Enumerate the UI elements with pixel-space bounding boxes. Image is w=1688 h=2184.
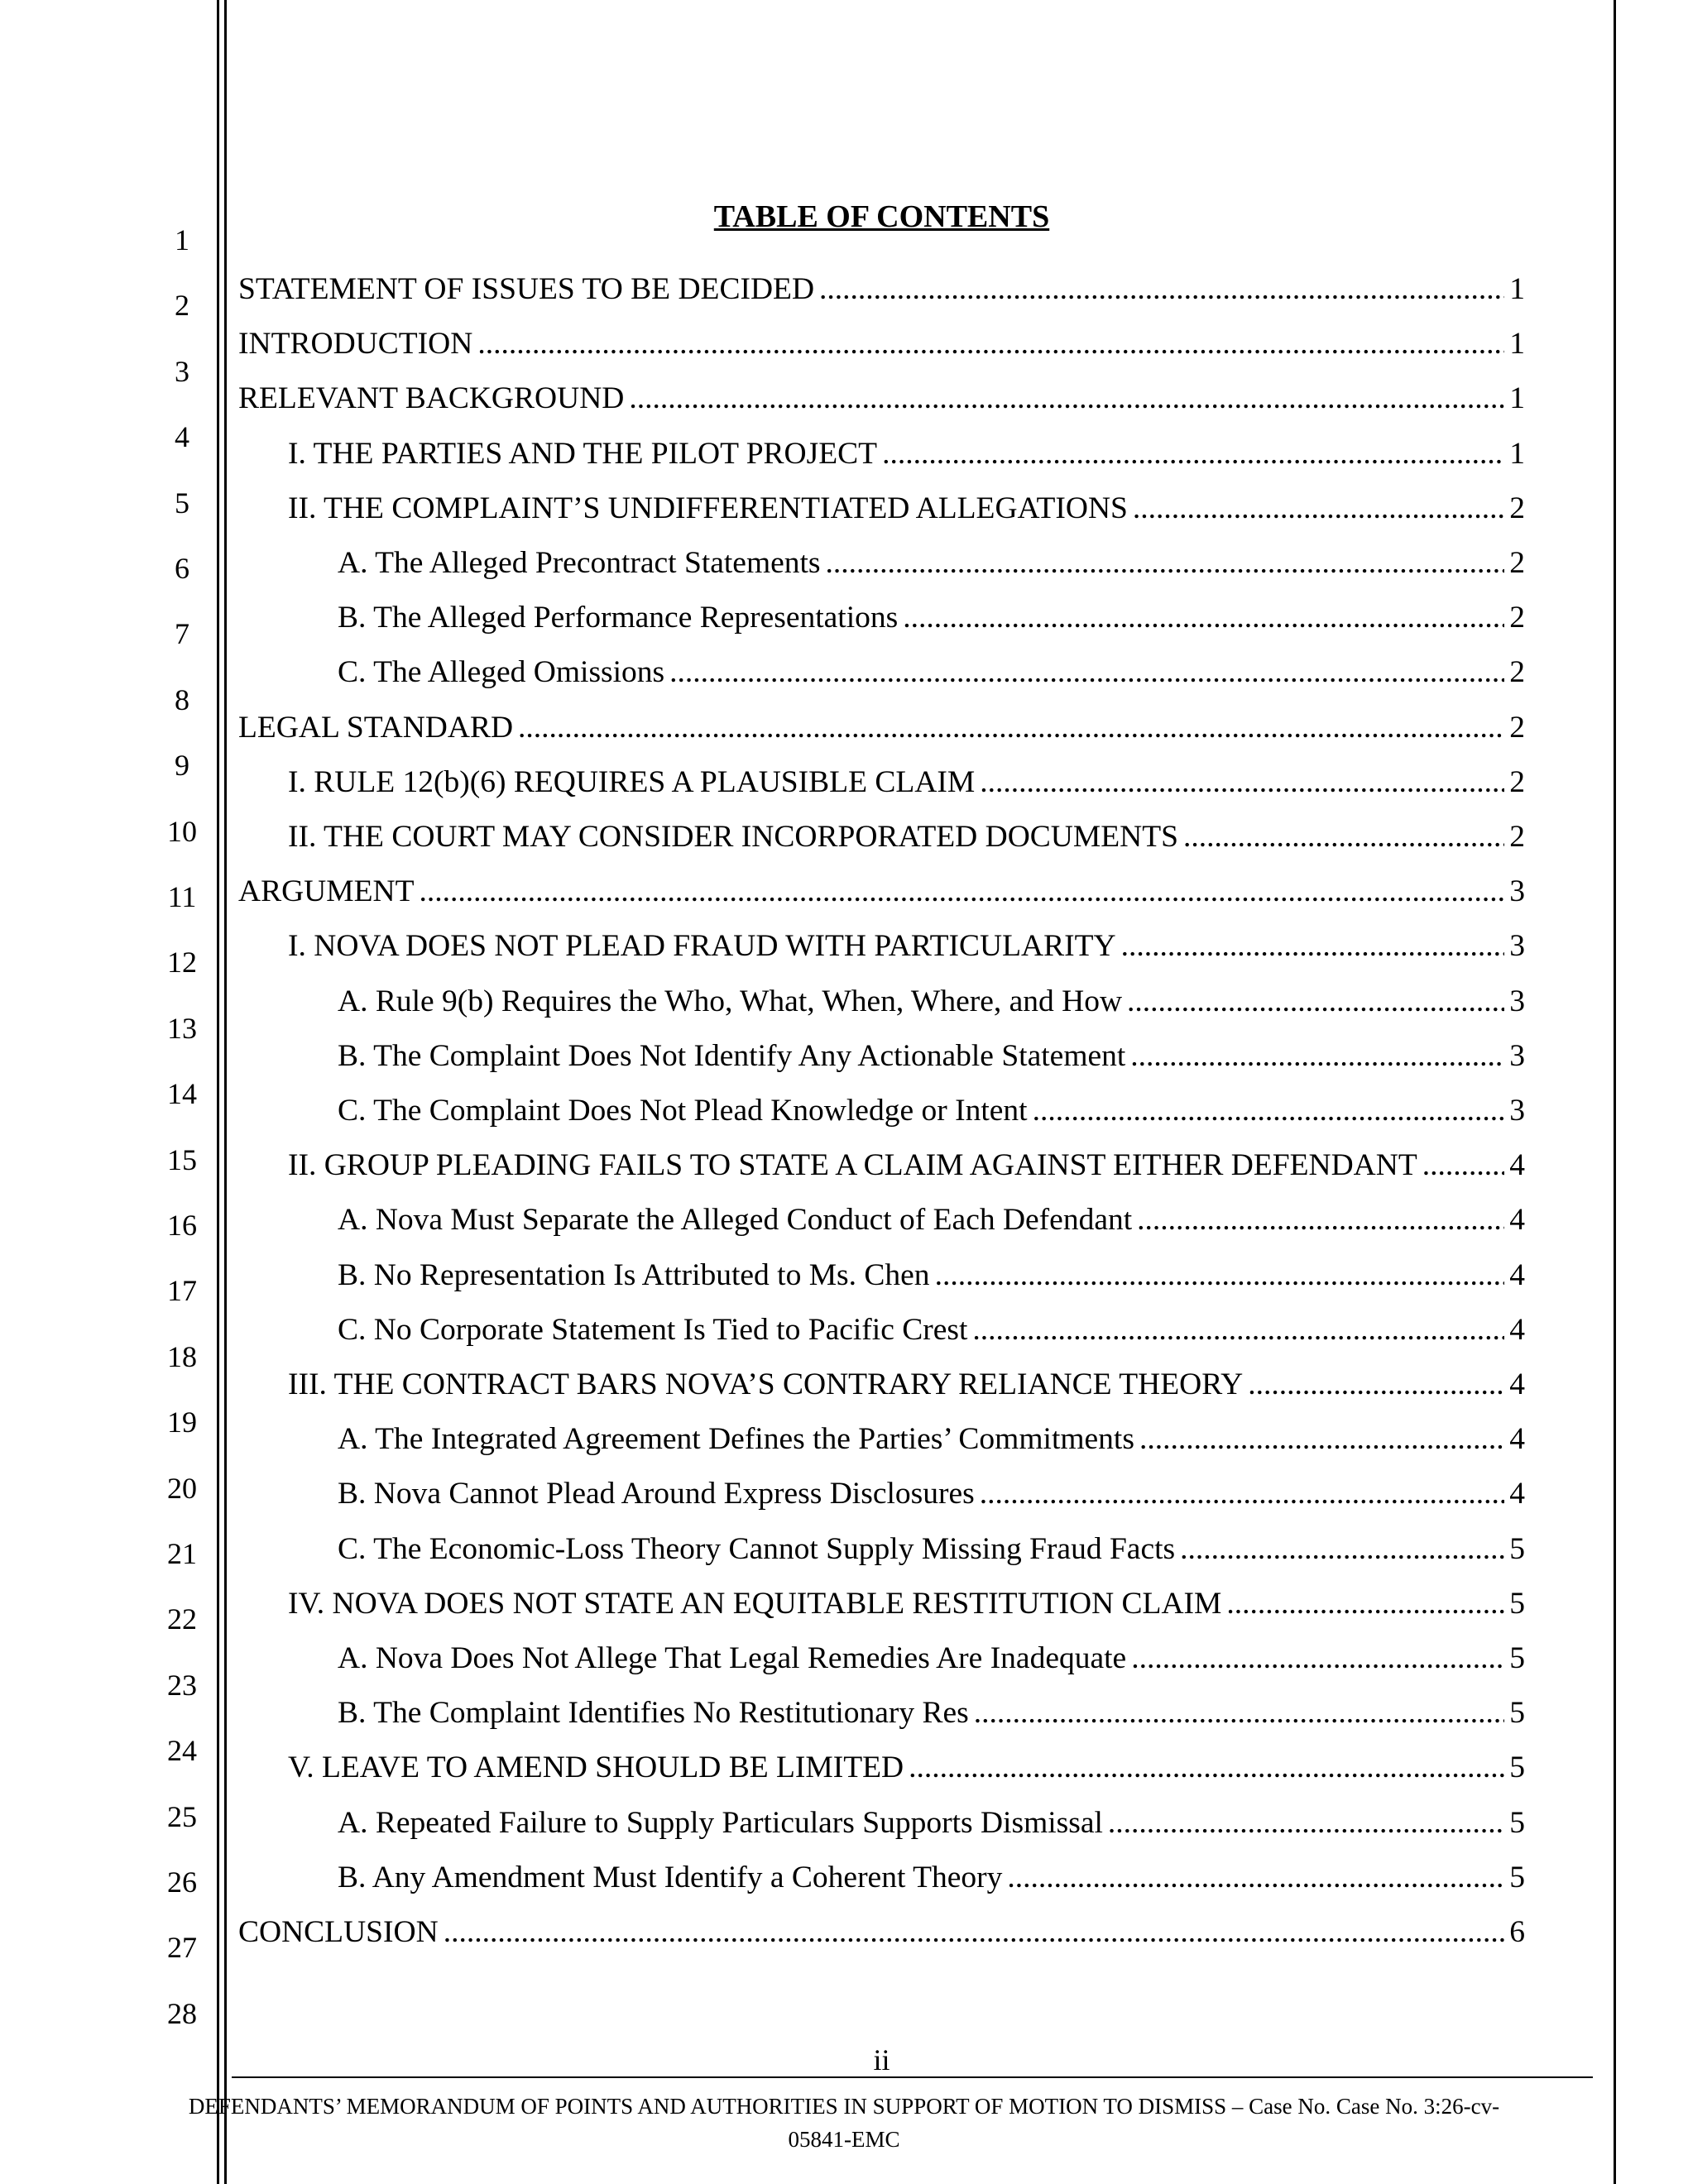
line-number: 26 [167, 1866, 197, 1899]
toc-entry-page: 2 [1509, 491, 1525, 525]
toc-entry-page: 4 [1509, 1203, 1525, 1238]
dot-leader [629, 379, 1504, 419]
dot-leader [1133, 489, 1504, 529]
line-number: 23 [167, 1668, 197, 1702]
line-number: 10 [167, 814, 197, 848]
toc-entry-label: II. GROUP PLEADING FAILS TO STATE A CLAIM AGAINST EITHER DEFENDANT [288, 1148, 1417, 1183]
toc-entry[interactable] [238, 1858, 1525, 1898]
toc-entry-label: B. Any Amendment Must Identify a Coherent Theory [338, 1860, 1003, 1894]
line-number: 24 [167, 1734, 197, 1768]
toc-entry-page: 5 [1509, 1860, 1525, 1894]
dot-leader [1007, 1858, 1504, 1898]
line-number: 21 [167, 1537, 197, 1570]
toc-entry-label: B. The Complaint Does Not Identify Any Actionable Statement [338, 1038, 1126, 1073]
line-number: 28 [167, 1996, 197, 2030]
toc-entry-page: 2 [1509, 546, 1525, 580]
dot-leader [1033, 1091, 1505, 1131]
line-number: 15 [167, 1142, 197, 1176]
line-number: 4 [175, 420, 189, 454]
toc-entry-label: I. NOVA DOES NOT PLEAD FRAUD WITH PARTICULARITY [288, 929, 1116, 964]
dot-leader [518, 708, 1504, 748]
line-number: 6 [175, 552, 189, 585]
toc-entry-label: C. The Alleged Omissions [338, 655, 665, 690]
page-title: TABLE OF CONTENTS [713, 199, 1050, 234]
toc-entry-label: A. The Integrated Agreement Defines the Parties’ Commitments [338, 1422, 1134, 1457]
toc-entry-page: 4 [1509, 1422, 1525, 1457]
toc-entry[interactable] [238, 1530, 1525, 1569]
page-number: ii [873, 2043, 890, 2076]
toc-entry[interactable] [238, 1091, 1525, 1131]
line-number: 17 [167, 1274, 197, 1308]
line-number: 25 [167, 1799, 197, 1833]
line-number: 18 [167, 1339, 197, 1373]
toc-entry[interactable] [238, 1639, 1525, 1679]
dot-leader [826, 544, 1505, 583]
dot-leader [1131, 1639, 1504, 1679]
toc-entry-page: 2 [1509, 820, 1525, 854]
toc-entry-page: 4 [1509, 1477, 1525, 1511]
line-number: 3 [175, 354, 189, 388]
line-number: 8 [175, 682, 189, 716]
toc-entry-page: 1 [1509, 327, 1525, 362]
toc-entry[interactable] [238, 489, 1525, 529]
toc-entry[interactable] [238, 763, 1525, 802]
line-number: 16 [167, 1209, 197, 1242]
toc-entry[interactable] [238, 927, 1525, 966]
toc-entry-label: ARGUMENT [238, 874, 415, 909]
toc-entry[interactable] [238, 1146, 1525, 1185]
dot-leader [1183, 817, 1504, 857]
toc-entry[interactable] [238, 653, 1525, 692]
dot-leader [1226, 1584, 1504, 1624]
toc-entry-page: 3 [1509, 874, 1525, 909]
dot-leader [1139, 1420, 1504, 1459]
toc-entry[interactable] [238, 270, 1525, 309]
dot-leader [903, 598, 1504, 638]
toc-entry-page: 1 [1509, 381, 1525, 416]
footer-divider [232, 2076, 1593, 2078]
toc-entry-page: 2 [1509, 655, 1525, 690]
toc-entry-page: 1 [1509, 272, 1525, 306]
line-number: 1 [175, 223, 189, 256]
toc-entry-page: 1 [1509, 436, 1525, 471]
toc-entry-page: 4 [1509, 1257, 1525, 1292]
toc-entry-label: C. No Corporate Statement Is Tied to Pacific Crest [338, 1312, 968, 1347]
toc-entry-page: 5 [1509, 1641, 1525, 1675]
toc-entry[interactable] [238, 544, 1525, 583]
toc-entry-label: II. THE COMPLAINT’S UNDIFFERENTIATED ALLEGATIONS [288, 491, 1128, 525]
footer-caption: DEFENDANTS’ MEMORANDUM OF POINTS AND AUTHORITIES IN SUPPORT OF MOTION TO DISMISS – Case No. Case No. 3:26-cv-05841-EMC [188, 2094, 1500, 2152]
toc-entry[interactable] [238, 324, 1525, 364]
dot-leader [1108, 1803, 1504, 1843]
line-number: 20 [167, 1471, 197, 1505]
toc-entry-page: 3 [1509, 1094, 1525, 1128]
toc-entry-label: A. Rule 9(b) Requires the Who, What, When, Where, and How [338, 984, 1123, 1018]
toc-entry-label: A. The Alleged Precontract Statements [338, 546, 821, 580]
toc-entry-page: 4 [1509, 1367, 1525, 1401]
line-number: 27 [167, 1931, 197, 1965]
toc-entry[interactable] [238, 1310, 1525, 1350]
line-number: 5 [175, 486, 189, 520]
toc-entry-label: IV. NOVA DOES NOT STATE AN EQUITABLE RESTITUTION CLAIM [288, 1586, 1222, 1621]
toc-entry-label: II. THE COURT MAY CONSIDER INCORPORATED DOCUMENTS [288, 820, 1178, 854]
toc-entry[interactable] [238, 817, 1525, 857]
toc-entry[interactable] [238, 1803, 1525, 1843]
toc-entry[interactable] [238, 1474, 1525, 1514]
toc-entry-page: 5 [1509, 1805, 1525, 1840]
dot-leader [1180, 1530, 1504, 1569]
toc-entry[interactable] [238, 1037, 1525, 1076]
toc-entry-page: 4 [1509, 1312, 1525, 1347]
toc-entry-label: I. RULE 12(b)(6) REQUIRES A PLAUSIBLE CLAIM [288, 764, 976, 799]
line-number: 9 [175, 749, 189, 783]
toc-entry[interactable] [238, 1200, 1525, 1240]
dot-leader [972, 1310, 1504, 1350]
dot-leader [444, 1913, 1505, 1952]
line-number: 7 [175, 617, 189, 651]
toc-entry-label: RELEVANT BACKGROUND [238, 381, 625, 416]
dot-leader [935, 1256, 1505, 1296]
line-number: 19 [167, 1406, 197, 1439]
toc-entry[interactable] [238, 872, 1525, 912]
toc-entry[interactable] [238, 1256, 1525, 1296]
toc-entry[interactable] [238, 598, 1525, 638]
line-number: 12 [167, 946, 197, 979]
toc-entry[interactable] [238, 1913, 1525, 1952]
dot-leader [980, 1474, 1505, 1514]
toc-entry-label: B. Nova Cannot Plead Around Express Disclosures [338, 1477, 975, 1511]
toc-entry-label: B. The Alleged Performance Representations [338, 601, 899, 635]
toc-entry-label: CONCLUSION [238, 1915, 439, 1949]
toc-entry[interactable] [238, 1748, 1525, 1788]
toc-entry-label: C. The Complaint Does Not Plead Knowledge or Intent [338, 1094, 1028, 1128]
dot-leader [1248, 1365, 1504, 1405]
toc-entry-page: 3 [1509, 1038, 1525, 1073]
dot-leader [1130, 1037, 1504, 1076]
toc-entry-page: 5 [1509, 1531, 1525, 1566]
toc-entry[interactable] [238, 982, 1525, 1022]
toc-entry-label: A. Repeated Failure to Supply Particulars Supports Dismissal [338, 1805, 1103, 1840]
toc-entry-label: INTRODUCTION [238, 327, 473, 362]
dot-leader [819, 270, 1504, 309]
dot-leader [974, 1693, 1504, 1733]
toc-entry[interactable] [238, 1693, 1525, 1733]
toc-entry-label: A. Nova Must Separate the Alleged Conduct of Each Defendant [338, 1203, 1133, 1238]
dot-leader [1422, 1146, 1505, 1185]
toc-entry-label: STATEMENT OF ISSUES TO BE DECIDED [238, 272, 815, 306]
toc-entry-page: 4 [1509, 1148, 1525, 1183]
line-number: 14 [167, 1077, 197, 1111]
line-number: 22 [167, 1602, 197, 1636]
toc-entry[interactable] [238, 708, 1525, 748]
toc-entry-label: LEGAL STANDARD [238, 710, 514, 745]
toc-entry-page: 2 [1509, 710, 1525, 745]
toc-entry-page: 2 [1509, 764, 1525, 799]
toc-entry-page: 6 [1509, 1915, 1525, 1949]
margin-rule-right [1614, 0, 1616, 2184]
toc-entry[interactable] [238, 1420, 1525, 1459]
toc-entry-label: III. THE CONTRACT BARS NOVA’S CONTRARY RELIANCE THEORY [288, 1367, 1244, 1401]
toc-entry-page: 2 [1509, 601, 1525, 635]
toc-entry-page: 5 [1509, 1751, 1525, 1785]
dot-leader [1121, 927, 1505, 966]
dot-leader [882, 434, 1504, 474]
toc-entry-label: V. LEAVE TO AMEND SHOULD BE LIMITED [288, 1751, 904, 1785]
toc-entry-label: B. The Complaint Identifies No Restitutionary Res [338, 1696, 969, 1731]
dot-leader [420, 872, 1505, 912]
dot-leader [980, 763, 1504, 802]
dot-leader [669, 653, 1504, 692]
toc-entry-page: 3 [1509, 929, 1525, 964]
dot-leader [1137, 1200, 1504, 1240]
toc-entry[interactable] [238, 1365, 1525, 1405]
toc-entry-page: 5 [1509, 1696, 1525, 1731]
line-number: 13 [167, 1011, 197, 1045]
toc-entry-label: A. Nova Does Not Allege That Legal Remedies Are Inadequate [338, 1641, 1127, 1675]
margin-rule-left-inner [224, 0, 227, 2184]
line-number: 11 [167, 880, 197, 913]
dot-leader [1127, 982, 1504, 1022]
toc-entry[interactable] [238, 1584, 1525, 1624]
toc-entry-label: B. No Representation Is Attributed to Ms. Chen [338, 1257, 930, 1292]
toc-entry[interactable] [238, 379, 1525, 419]
line-number: 2 [175, 289, 189, 323]
toc-entry[interactable] [238, 434, 1525, 474]
toc-entry-page: 5 [1509, 1586, 1525, 1621]
toc-entry-label: I. THE PARTIES AND THE PILOT PROJECT [288, 436, 878, 471]
toc-entry-page: 3 [1509, 984, 1525, 1018]
dot-leader [477, 324, 1504, 364]
toc-entry-label: C. The Economic-Loss Theory Cannot Supply Missing Fraud Facts [338, 1531, 1176, 1566]
dot-leader [909, 1748, 1504, 1788]
